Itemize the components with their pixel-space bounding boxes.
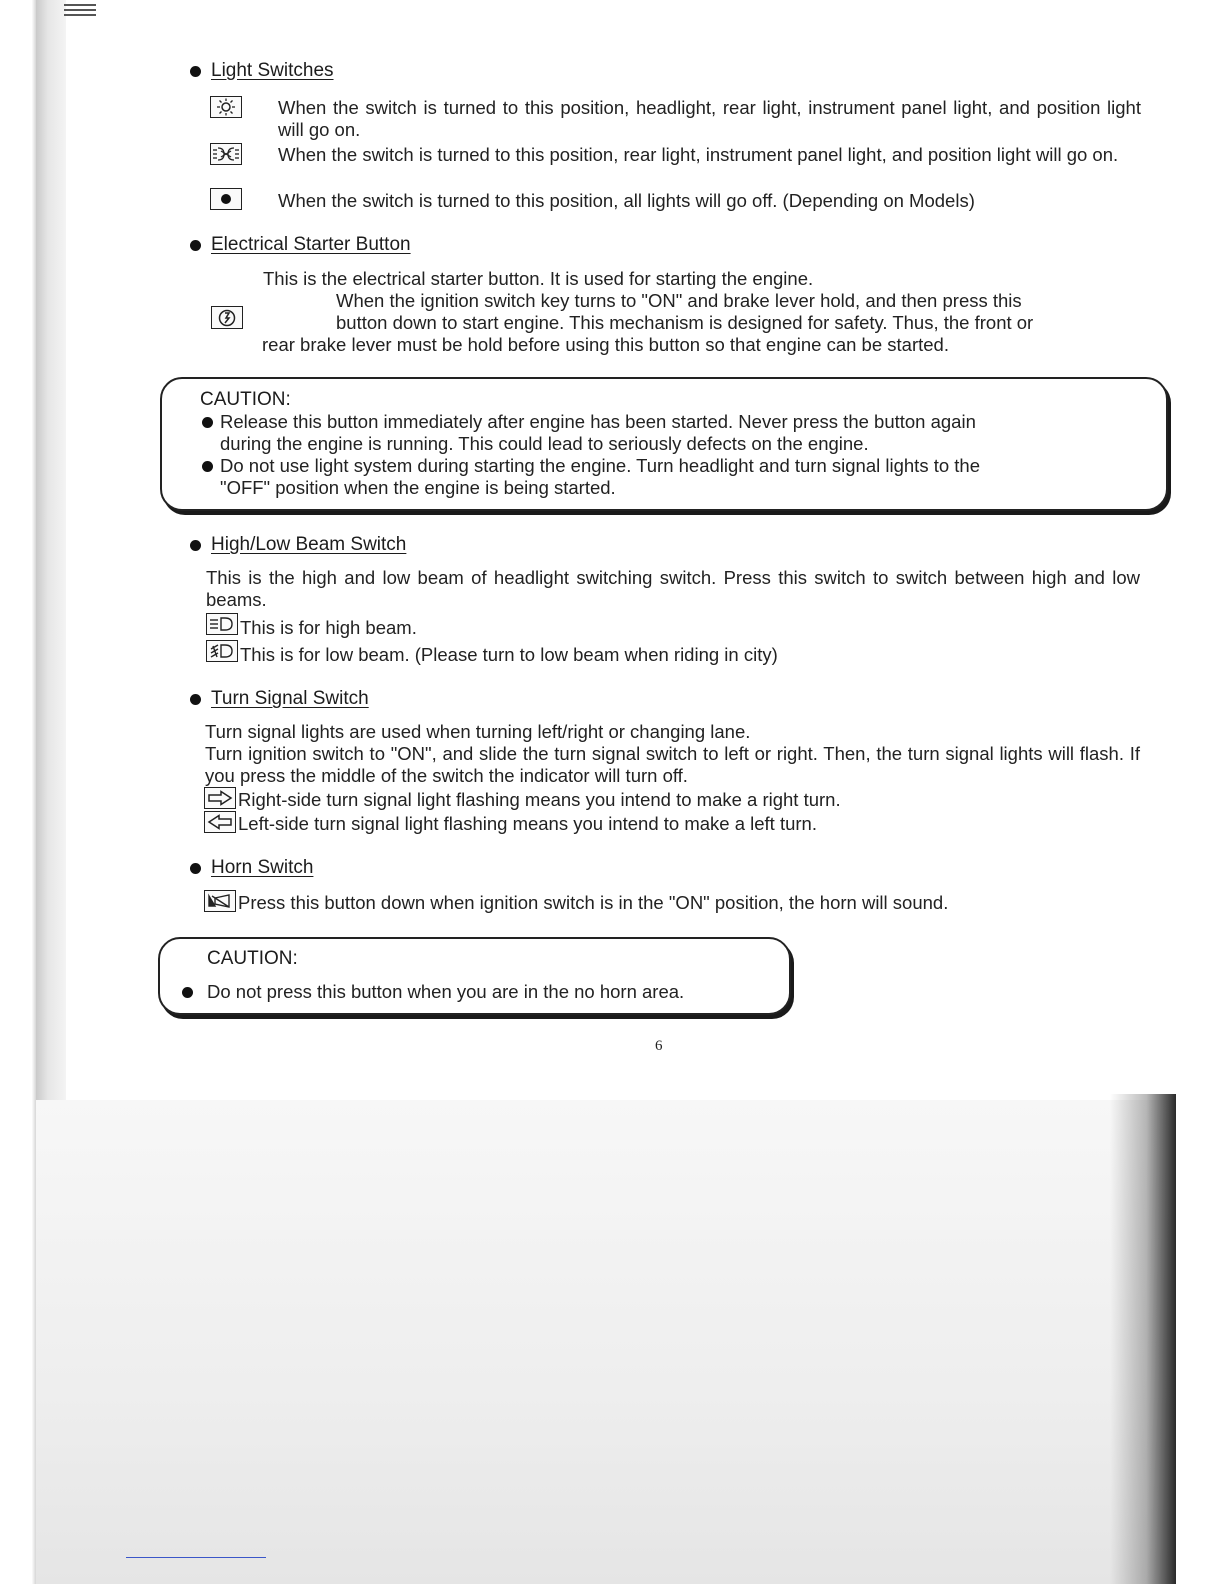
headlight-on-icon (210, 96, 242, 118)
light-switch-desc-1: When the switch is turned to this position, headlight, rear light, instrument panel light, and position light will go on. (278, 97, 1141, 140)
caution-item-2-line-1: Do not use light system during starting the engine. Turn headlight and turn signal lights to the (220, 455, 980, 476)
horn-switch-heading: Horn Switch (190, 857, 313, 879)
starter-icon (211, 306, 243, 329)
turn-signal-line-1: Turn signal lights are used when turning left/right or changing lane. (205, 721, 751, 742)
turn-signal-heading: Turn Signal Switch (190, 688, 369, 710)
bullet-icon (202, 417, 213, 428)
turn-signal-line-2: Turn ignition switch to "ON", and slide the turn signal switch to left or right. Then, the turn signal lights will flash. If you press the middle of the switch the indicator will turn off. (205, 743, 1140, 786)
horn-icon (204, 890, 236, 912)
light-switch-desc-2: When the switch is turned to this position, rear light, instrument panel light, and position light will go on. (278, 144, 1119, 165)
bullet-icon (190, 863, 201, 874)
caution-title: CAUTION: (200, 389, 291, 410)
starter-intro: This is the electrical starter button. It is used for starting the engine. (263, 268, 814, 289)
starter-line-4: rear brake lever must be hold before using this button so that engine can be started. (262, 334, 949, 355)
beam-switch-heading: High/Low Beam Switch (190, 534, 406, 556)
beam-intro: This is the high and low beam of headlight switching switch. Press this switch to switch between high and low beams. (206, 567, 1140, 610)
bullet-icon (190, 66, 201, 77)
high-beam-icon (206, 613, 238, 635)
starter-line-2: When the ignition switch key turns to "ON" and brake lever hold, and then press this (336, 290, 1022, 311)
bullet-icon (190, 240, 201, 251)
caution-item-1-line-2: during the engine is running. This could lead to seriously defects on the engine. (220, 433, 869, 454)
low-beam-icon (206, 640, 238, 662)
starter-button-heading: Electrical Starter Button (190, 234, 411, 256)
caution-horn-item: Do not press this button when you are in the no horn area. (207, 981, 685, 1002)
caution-title: CAUTION: (207, 948, 298, 969)
caution-item-2-line-2: "OFF" position when the engine is being started. (220, 477, 616, 498)
right-turn-text: Right-side turn signal light flashing means you intend to make a right turn. (238, 789, 841, 810)
light-switches-heading: Light Switches (190, 60, 334, 82)
left-arrow-icon (204, 811, 236, 833)
low-beam-text: This is for low beam. (Please turn to low beam when riding in city) (240, 644, 778, 665)
position-light-icon (210, 143, 242, 165)
caution-item-1-line-1: Release this button immediately after engine has been started. Never press the button again (220, 411, 976, 432)
bullet-icon (190, 540, 201, 551)
high-beam-text: This is for high beam. (240, 617, 417, 638)
left-turn-text: Left-side turn signal light flashing means you intend to make a left turn. (238, 813, 817, 834)
page-number: 6 (655, 1038, 663, 1054)
bullet-icon (190, 694, 201, 705)
starter-line-3: button down to start engine. This mechanism is designed for safety. Thus, the front or (336, 312, 1034, 333)
bullet-icon (182, 987, 193, 998)
bullet-icon (202, 461, 213, 472)
light-switch-desc-3: When the switch is turned to this position, all lights will go off. (Depending on Models) (278, 190, 975, 211)
lights-off-icon (210, 188, 242, 210)
horn-text: Press this button down when ignition switch is in the "ON" position, the horn will sound. (238, 892, 949, 913)
right-arrow-icon (204, 787, 236, 809)
